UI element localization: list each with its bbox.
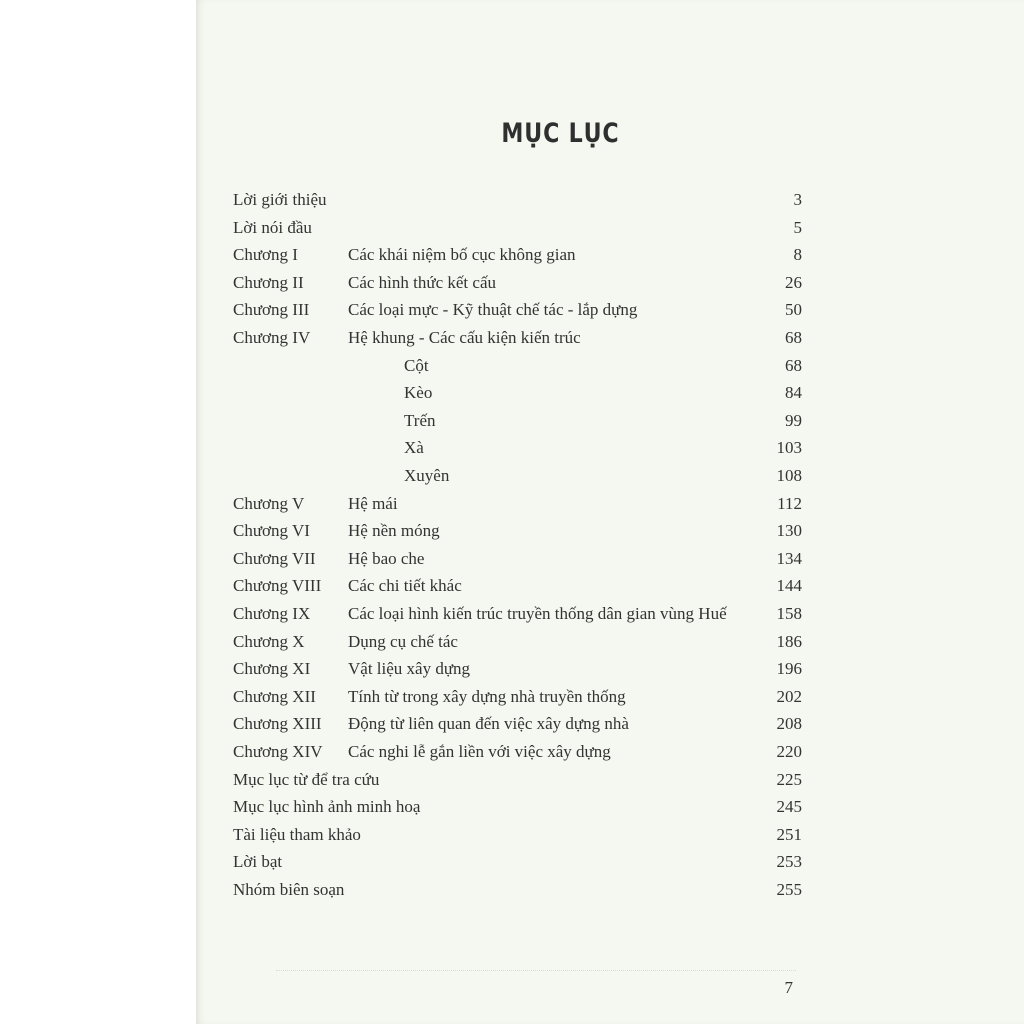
toc-row xyxy=(196,711,1024,737)
toc-row xyxy=(196,187,1024,213)
toc-page-number: 255 xyxy=(776,880,802,899)
toc-entry-title: Hệ bao che xyxy=(348,549,425,568)
toc-page-number: 8 xyxy=(793,245,802,264)
toc-page-number: 3 xyxy=(793,190,802,209)
toc-entry-title: Hệ mái xyxy=(348,494,398,513)
toc-page-number: 202 xyxy=(776,687,802,706)
toc-row xyxy=(196,877,1024,903)
toc-chapter-label: Chương VII xyxy=(233,549,316,568)
toc-chapter-label: Chương V xyxy=(233,494,305,513)
toc-chapter-label: Chương XII xyxy=(233,687,316,706)
toc-entry-title: Mục lục từ để tra cứu xyxy=(233,770,380,789)
toc-subentry-title: Cột xyxy=(404,356,429,375)
toc-entry-title: Các chi tiết khác xyxy=(348,576,462,595)
toc-page-number: 50 xyxy=(785,300,802,319)
toc-page-number: 245 xyxy=(776,797,802,816)
toc-page-number: 99 xyxy=(785,411,802,430)
toc-row xyxy=(196,435,1024,461)
toc-row xyxy=(196,297,1024,323)
toc-chapter-label: Chương IX xyxy=(233,604,311,623)
toc-subentry-title: Trến xyxy=(404,411,436,430)
toc-entry-title: Vật liệu xây dựng xyxy=(348,659,471,678)
toc-page-number: 130 xyxy=(776,521,802,540)
toc-entry-title: Lời giới thiệu xyxy=(233,190,327,209)
toc-entry-title: Hệ nền móng xyxy=(348,521,440,540)
toc-row xyxy=(196,408,1024,434)
toc-entry-title: Lời nói đầu xyxy=(233,218,312,237)
toc-page-number: 84 xyxy=(785,383,802,402)
toc-chapter-label: Chương XI xyxy=(233,659,311,678)
toc-page-number: 144 xyxy=(776,576,802,595)
toc-row xyxy=(196,822,1024,848)
toc-row xyxy=(196,491,1024,517)
toc-row xyxy=(196,684,1024,710)
toc-chapter-label: Chương XIV xyxy=(233,742,323,761)
toc-chapter-label: Chương II xyxy=(233,273,304,292)
toc-entry-title: Tính từ trong xây dựng nhà truyền thống xyxy=(348,687,626,706)
toc-subentry-title: Kèo xyxy=(404,383,433,402)
toc-entry-title: Tài liệu tham khảo xyxy=(233,825,361,844)
book-page xyxy=(196,0,1024,1024)
toc-row xyxy=(196,242,1024,268)
toc-chapter-label: Chương III xyxy=(233,300,310,319)
toc-entry-title: Các nghi lễ gắn liền với việc xây dựng xyxy=(348,742,611,761)
toc-chapter-label: Chương VIII xyxy=(233,576,322,595)
toc-row xyxy=(196,463,1024,489)
toc-chapter-label: Chương I xyxy=(233,245,298,264)
page-number: 7 xyxy=(784,978,793,997)
toc-page-number: 220 xyxy=(776,742,802,761)
toc-row xyxy=(196,849,1024,875)
toc-entry-title: Nhóm biên soạn xyxy=(233,880,345,899)
toc-page-number: 158 xyxy=(776,604,802,623)
toc-row xyxy=(196,739,1024,765)
toc-row xyxy=(196,794,1024,820)
toc-page-number: 208 xyxy=(776,714,802,733)
toc-page-number: 253 xyxy=(776,852,802,871)
toc-page-number: 68 xyxy=(785,328,802,347)
toc-row xyxy=(196,546,1024,572)
toc-page-number: 186 xyxy=(776,632,802,651)
bleed-through-footer xyxy=(276,970,796,979)
toc-entry-title: Các hình thức kết cấu xyxy=(348,273,496,292)
toc-page-number: 251 xyxy=(776,825,802,844)
toc-chapter-label: Chương XIII xyxy=(233,714,322,733)
toc-subentry-title: Xuyên xyxy=(404,466,450,485)
toc-entry-title: Lời bạt xyxy=(233,852,283,871)
toc-entry-title: Hệ khung - Các cấu kiện kiến trúc xyxy=(348,328,581,347)
toc-page-number: 225 xyxy=(776,770,802,789)
toc-row xyxy=(196,518,1024,544)
toc-entry-title: Mục lục hình ảnh minh hoạ xyxy=(233,797,421,816)
toc-page-number: 112 xyxy=(777,494,802,513)
toc-entry-title: Các khái niệm bố cục không gian xyxy=(348,245,576,264)
toc-chapter-label: Chương VI xyxy=(233,521,310,540)
toc-row xyxy=(196,601,1024,627)
toc-page-number: 5 xyxy=(793,218,802,237)
toc-page-number: 26 xyxy=(785,273,802,292)
toc-row xyxy=(196,215,1024,241)
toc-chapter-label: Chương X xyxy=(233,632,305,651)
toc-page-number: 103 xyxy=(776,438,802,457)
toc-row xyxy=(196,325,1024,351)
toc-subentry-title: Xà xyxy=(404,438,424,457)
toc-row xyxy=(196,767,1024,793)
toc-page-number: 134 xyxy=(776,549,802,568)
toc-page-number: 68 xyxy=(785,356,802,375)
toc-chapter-label: Chương IV xyxy=(233,328,311,347)
toc-entry-title: Các loại mực - Kỹ thuật chế tác - lắp dựng xyxy=(348,300,638,319)
toc-row xyxy=(196,656,1024,682)
toc-row xyxy=(196,270,1024,296)
page-title: MỤC LỤC xyxy=(501,118,620,149)
toc-row xyxy=(196,353,1024,379)
toc-row xyxy=(196,629,1024,655)
toc-page-number: 196 xyxy=(776,659,802,678)
toc-row xyxy=(196,573,1024,599)
toc-page-number: 108 xyxy=(776,466,802,485)
toc-row xyxy=(196,380,1024,406)
toc-entry-title: Động từ liên quan đến việc xây dựng nhà xyxy=(348,714,629,733)
toc-entry-title: Các loại hình kiến trúc truyền thống dân gian vùng Huế xyxy=(348,604,727,623)
toc-entry-title: Dụng cụ chế tác xyxy=(348,632,458,651)
